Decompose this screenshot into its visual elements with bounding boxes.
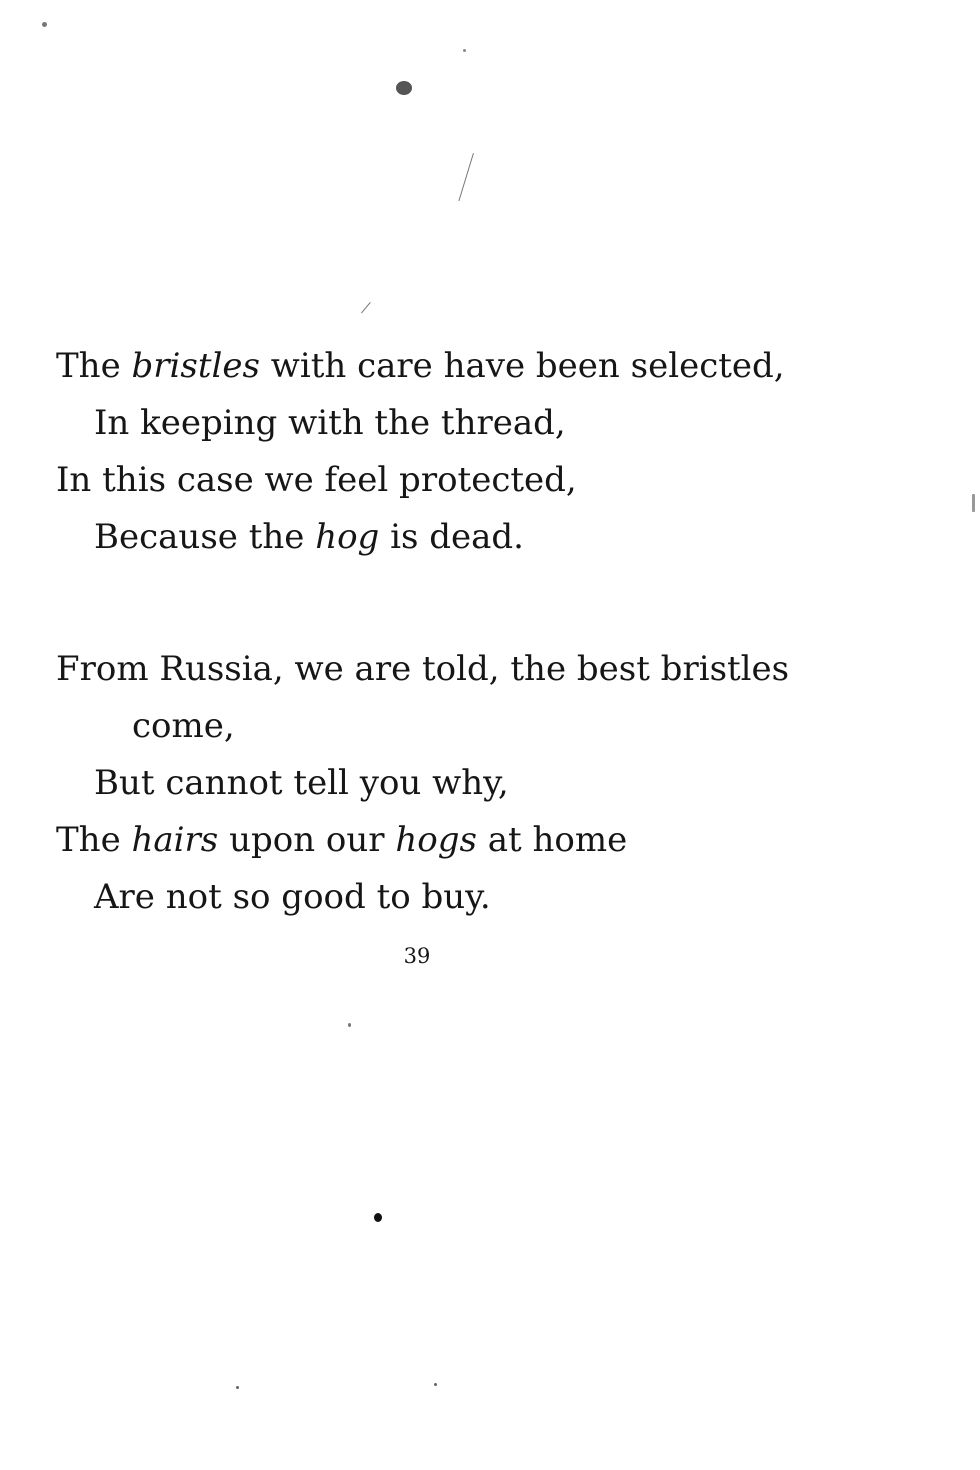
scan-speck <box>348 1023 351 1027</box>
verse-text: Because the <box>94 517 316 557</box>
page-number: 39 <box>403 944 431 968</box>
verse-text: with care have been selected, <box>259 346 785 386</box>
verse-line-continuation: come, <box>132 706 235 746</box>
verse-line <box>56 812 936 869</box>
verse-text: at home <box>476 820 628 860</box>
verse-line: From Russia, we are told, the best bristles <box>56 649 790 689</box>
scan-speck <box>236 1386 239 1389</box>
verse-line: In this case we feel protected, <box>56 460 577 500</box>
verse-text: upon our <box>218 820 396 860</box>
scan-speck <box>434 1383 437 1386</box>
verse-italic: hogs <box>395 820 477 860</box>
scan-speck <box>396 81 412 95</box>
poem-stanza-2 <box>56 641 936 926</box>
poem-stanza-1 <box>56 338 936 566</box>
verse-line: But cannot tell you why, <box>94 763 509 803</box>
verse-line <box>56 338 936 395</box>
scan-scratch <box>458 153 474 201</box>
verse-line: Are not so good to buy. <box>94 877 491 917</box>
scan-speck <box>463 49 466 52</box>
verse-italic: hairs <box>131 820 219 860</box>
scan-speck <box>374 1213 382 1222</box>
verse-text: is dead. <box>379 517 524 557</box>
verse-line: In keeping with the thread, <box>94 403 566 443</box>
scan-speck <box>972 494 975 512</box>
scan-scratch <box>361 302 371 313</box>
verse-italic: bristles <box>131 346 260 386</box>
verse-text: The <box>56 346 132 386</box>
verse-line <box>56 509 936 566</box>
verse-italic: hog <box>315 517 380 557</box>
scan-speck <box>42 22 47 27</box>
verse-text: The <box>56 820 132 860</box>
